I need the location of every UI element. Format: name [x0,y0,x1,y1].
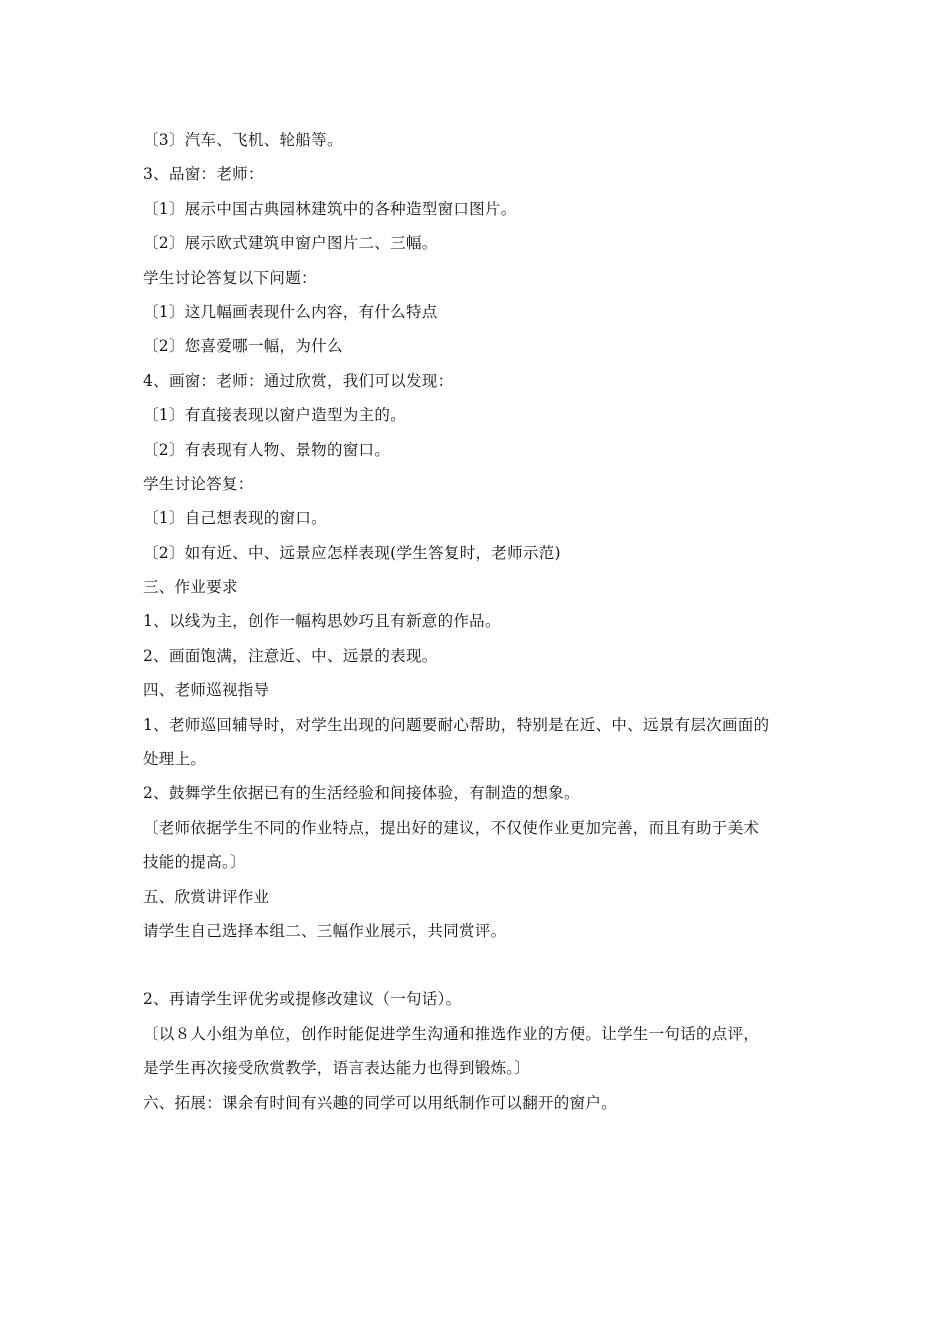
text-line: 2、鼓舞学生依据已有的生活经验和间接体验，有制造的想象。 [143,784,580,803]
text-line: 〔老师依据学生不同的作业特点，提出好的建议，不仅使作业更加完善，而且有助于美术 [143,818,760,837]
text-line: 处理上。 [143,750,207,769]
blank-line [143,948,823,982]
section-heading: 4、画窗：老师：通过欣赏，我们可以发现： [143,371,454,390]
text-line: 〔1〕有直接表现以窗户造型为主的。 [143,406,406,425]
text-line: 是学生再次接受欣赏教学，语言表达能力也得到锻炼。〕 [143,1059,531,1078]
section-heading: 六、拓展：课余有时间有兴趣的同学可以用纸制作可以翻开的窗户。 [143,1093,618,1112]
text-line: 学生讨论答复： [143,474,254,493]
text-line: 〔1〕这几幅画表现什么内容，有什么特点 [143,302,438,321]
text-line: 1、以线为主，创作一幅构思妙巧且有新意的作品。 [143,612,501,631]
document-body [143,123,823,1120]
text-line: 〔以８人小组为单位，创作时能促进学生沟通和推选作业的方便。让学生一句话的点评， [143,1024,760,1043]
text-line: 2、再请学生评优劣或提修改建议（一句话）。 [143,990,462,1009]
text-line: 学生讨论答复以下问题： [143,268,317,287]
text-line: 2、画面饱满，注意近、中、远景的表现。 [143,646,438,665]
text-line: 〔2〕如有近、中、远景应怎样表现(学生答复时，老师示范) [143,543,561,562]
text-line: 〔1〕展示中国古典园林建筑中的各种造型窗口图片。 [143,199,517,218]
text-line: 请学生自己选择本组二、三幅作业展示，共同赏评。 [143,921,507,940]
text-line: 〔3〕汽车、飞机、轮船等。 [143,131,343,149]
section-heading: 五、欣赏讲评作业 [143,887,270,906]
text-line: 〔2〕有表现有人物、景物的窗口。 [143,440,391,459]
text-line: 1、老师巡回辅导时，对学生出现的问题要耐心帮助，特别是在近、中、远景有层次画面的 [143,715,770,734]
text-line: 〔2〕您喜爱哪一幅，为什么 [143,337,343,356]
section-heading: 三、作业要求 [143,578,238,597]
text-line: 〔1〕自己想表现的窗口。 [143,509,327,528]
section-heading: 四、老师巡视指导 [143,681,270,700]
text-line: 〔2〕展示欧式建筑申窗户图片二、三幅。 [143,234,438,253]
text-line: 技能的提高。〕 [143,853,246,872]
section-heading: 3、品窗：老师： [143,165,264,184]
